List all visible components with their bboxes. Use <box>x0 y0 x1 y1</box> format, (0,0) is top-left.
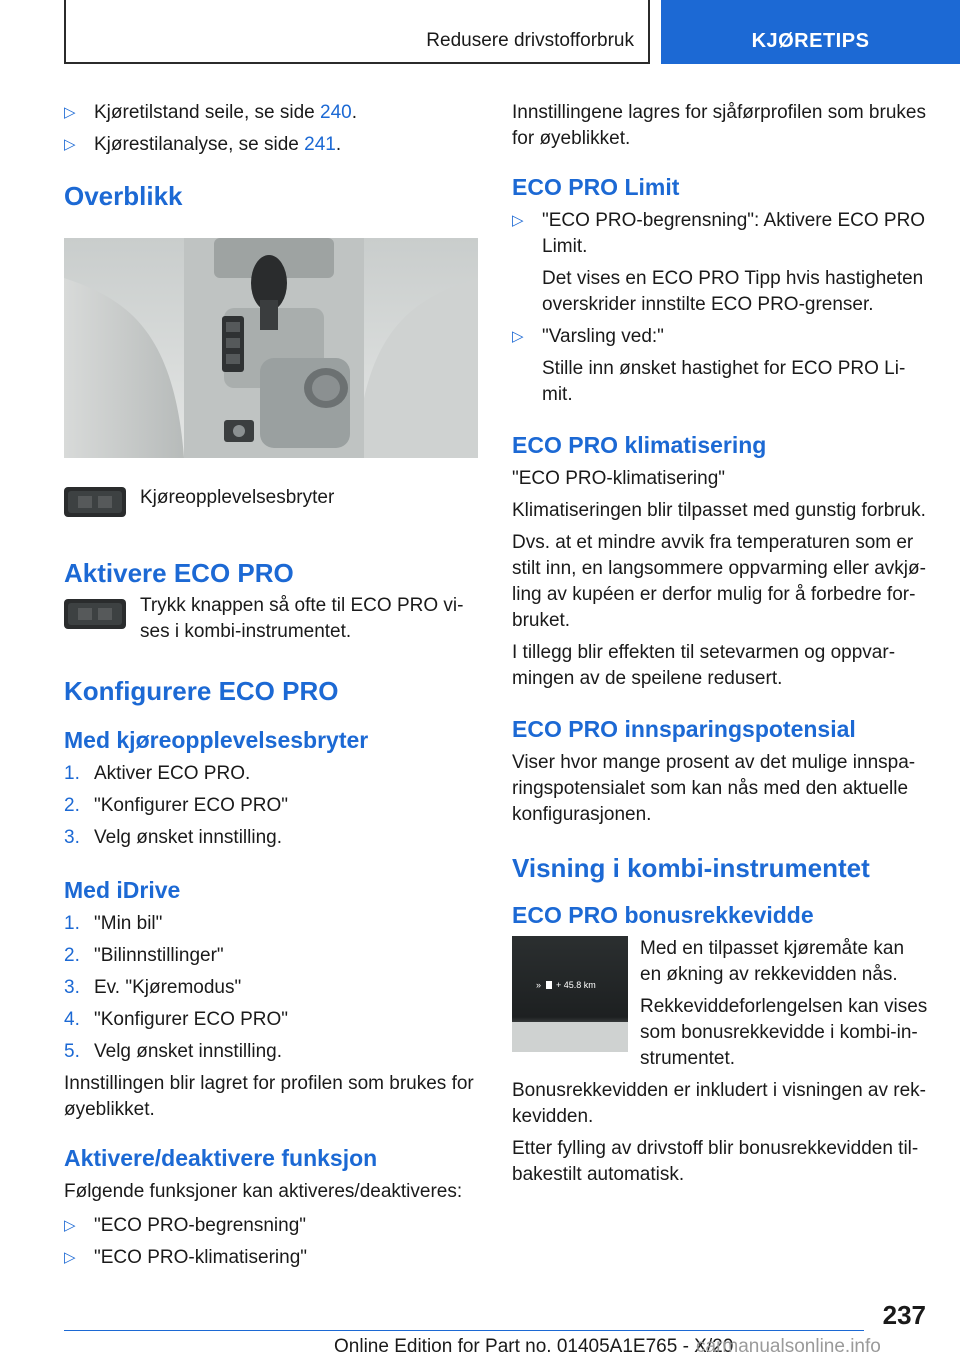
svg-text:»: » <box>536 980 542 990</box>
overview-heading: Overblikk <box>64 181 183 211</box>
header-section-box <box>64 0 650 64</box>
list-item: ▷ Kjørestilanalyse, se side 241. <box>64 132 478 158</box>
toggle-heading: Aktivere/deaktivere funksjon <box>64 1145 378 1171</box>
page-link-240[interactable]: 240 <box>320 102 352 123</box>
list-item: ▷ "Varsling ved:" Stille inn ønsket hastighet for ECO PRO Limit. <box>512 326 906 405</box>
header-chapter-tab[interactable] <box>661 0 960 64</box>
center-console-photo <box>64 238 478 458</box>
paragraph: Bonusrekkevidden er inkludert i visningen av rekkevidden. <box>512 1080 926 1127</box>
bonus-heading: ECO PRO bonusrekkevidde <box>512 902 814 928</box>
list-item: 4. "Konfigurer ECO PRO" <box>64 1009 289 1030</box>
activate-heading: Aktivere ECO PRO <box>64 558 294 588</box>
left-column <box>64 100 478 1277</box>
driving-experience-switch-icon <box>64 599 126 629</box>
paragraph: Klimatiseringen blir tilpasset med gunstig forbruk. <box>512 500 926 521</box>
switch-sub-heading: Med kjøreopplevelsesbryter <box>64 727 369 753</box>
bonus-side-text: Med en tilpasset kjøremåte kan en økning av rekkevidden nås. Rekkeviddeforlengelsen kan vises som bonusrekkevidde i kombi-instrumentet. <box>640 938 928 1069</box>
savings-text: Viser hvor mange prosent av det mulige innsparingspotensialet som kan nås med den aktuelle konfigurasjonen. <box>512 752 916 825</box>
list-item: 5. Velg ønsket innstilling. <box>64 1041 282 1062</box>
toggle-intro: Følgende funksjoner kan aktiveres/deaktiveres: <box>64 1181 463 1202</box>
limit-heading: ECO PRO Limit <box>512 174 680 200</box>
list-item: 3. Ev. "Kjøremodus" <box>64 977 242 998</box>
triangle-bullet-icon: ▷ <box>64 104 76 121</box>
right-column <box>512 100 928 1194</box>
header-section-title: Redusere drivstofforbruk <box>426 30 634 51</box>
header-chapter-title: KJØRETIPS <box>751 30 870 52</box>
triangle-bullet-icon: ▷ <box>512 328 524 345</box>
activate-row <box>64 593 478 645</box>
toggle-list <box>64 1213 478 1271</box>
page-link-241[interactable]: 241 <box>304 134 336 155</box>
switch-steps-list <box>64 761 478 851</box>
config-heading: Konfigurere ECO PRO <box>64 676 339 706</box>
footer-watermark: carmanualsonline.info <box>696 1336 881 1357</box>
switch-caption-row <box>64 479 478 527</box>
cluster-display-image <box>512 936 628 1052</box>
list-item: 2. "Bilinnstillinger" <box>64 945 224 966</box>
page-number: 237 <box>882 1300 926 1330</box>
limit-list <box>512 208 928 408</box>
driving-experience-switch-icon <box>64 487 126 517</box>
intro-bullet-list <box>64 100 478 158</box>
climate-heading: ECO PRO klimatisering <box>512 432 767 458</box>
footer-edition: Online Edition for Part no. 01405A1E765 - X/20 <box>334 1336 734 1357</box>
cluster-readout: + 45.8 km <box>556 980 596 990</box>
paragraph: Dvs. at et mindre avvik fra temperaturen som er stilt inn, en langsommere oppvarming eller avkjøling av kupéen er derfor mulig for å forbedre forbruket. <box>512 532 926 631</box>
savings-heading: ECO PRO innsparingspotensial <box>512 716 856 742</box>
switch-caption: Kjøreopplevelsesbryter <box>140 487 335 508</box>
list-item: ▷ "ECO PRO-begrensning" <box>64 1213 478 1239</box>
display-heading: Visning i kombi-instrumentet <box>512 853 870 883</box>
list-item: 2. "Konfigurer ECO PRO" <box>64 795 289 816</box>
footer-divider <box>64 1330 864 1331</box>
triangle-bullet-icon: ▷ <box>64 1249 76 1266</box>
activate-text: Trykk knappen så ofte til ECO PRO vises i kombi-instrumentet. <box>140 595 464 642</box>
list-item: ▷ "ECO PRO-begrensning": Aktivere ECO PRO Limit. Det vises en ECO PRO Tipp hvis hastigheten overskrider innstilte ECO PRO-grenser. <box>512 210 926 315</box>
paragraph: Etter fylling av drivstoff blir bonusrekkevidden tilbakestilt automatisk. <box>512 1138 919 1185</box>
list-item: ▷ "ECO PRO-klimatisering" <box>64 1245 478 1271</box>
triangle-bullet-icon: ▷ <box>512 212 524 229</box>
list-item: 1. Aktiver ECO PRO. <box>64 763 251 784</box>
triangle-bullet-icon: ▷ <box>64 1217 76 1234</box>
bonus-cluster-row <box>512 936 928 1072</box>
list-item: 3. Velg ønsket innstilling. <box>64 827 282 848</box>
paragraph: "ECO PRO-klimatisering" <box>512 468 726 489</box>
list-item: ▷ Kjøretilstand seile, se side 240. <box>64 100 478 126</box>
paragraph: I tillegg blir effekten til setevarmen og oppvarmingen av de speilene redusert. <box>512 642 896 689</box>
idrive-steps-list <box>64 911 478 1065</box>
list-item: 1. "Min bil" <box>64 913 163 934</box>
triangle-bullet-icon: ▷ <box>64 136 76 153</box>
profile-note: Innstillingene lagres for sjåførprofilen som brukes for øyeblikket. <box>512 102 926 149</box>
idrive-note: Innstillingen blir lagret for profilen som brukes for øyeblikket. <box>64 1073 474 1120</box>
idrive-heading: Med iDrive <box>64 877 181 903</box>
